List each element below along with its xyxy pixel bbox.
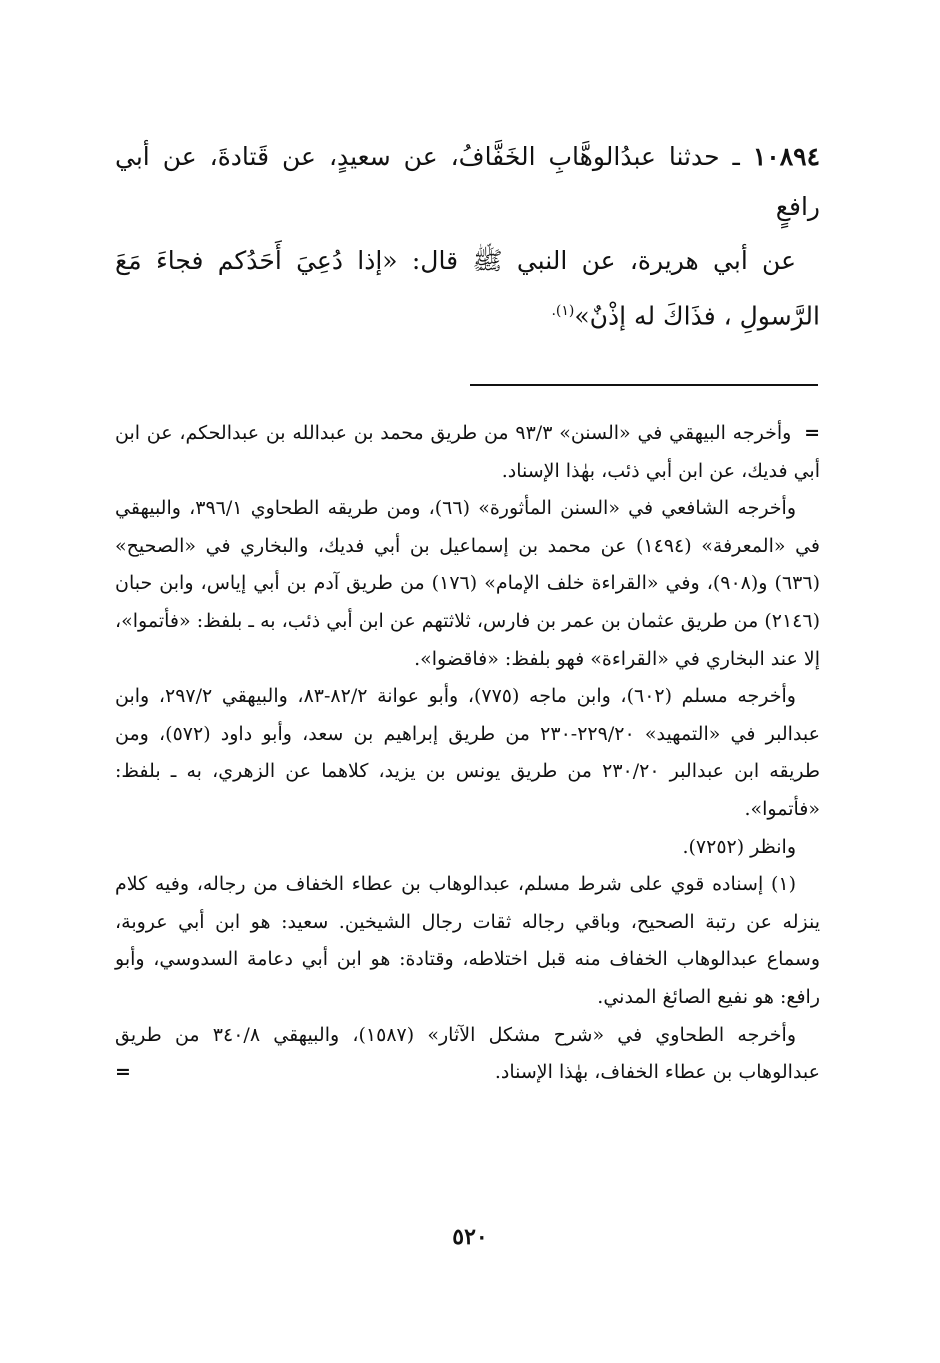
footnote-paragraph-3: وأخرجه مسلم (٦٠٢)، وابن ماجه (٧٧٥)، وأبو عوانة ٨٢/٢-٨٣، والبيهقي ٢٩٧/٢، وابن عبدالبر في «التمهيد» ٢٢٩/٢٠-٢٣٠ من طريق إبراهيم بن سعد، وأبو داود (٥٧٢)، ومن طريقه ابن عبدالبر ٢٣٠/٢٠ من طريق يونس بن يزيد، كلاهما عن الزهري، به ـ بلفظ: «فأتموا».: [115, 685, 821, 820]
footnote-paragraph-5: (١) إسناده قوي على شرط مسلم، عبدالوهاب بن عطاء الخفاف من رجاله، وفيه كلام ينزله عن رتبة الصحيح، وباقي رجاله ثقات رجال الشيخين. سعيد: هو ابن أبي عروبة، وسماع عبدالوهاب الخفاف منه قبل اختلاطه، وقتادة: هو ابن أبي دعامة السدوسي، وأبو رافع: هو نفيع الصائغ المدني.: [115, 873, 820, 1008]
footnote-paragraph-2: وأخرجه الشافعي في «السنن المأثورة» (٦٦)، ومن طريقه الطحاوي ٣٩٦/١، والبيهقي في «المعرفة» (١٤٩٤) عن محمد بن إسماعيل بن أبي فديك، والبخاري في «الصحيح» (٦٣٦) و(٩٠٨)، وفي «القراءة خلف الإمام» (١٧٦) من طريق آدم بن أبي إياس، وابن حبان (٢١٤٦) من طريق عثمان بن عمر بن فارس، ثلاثتهم عن ابن أبي ذئب، به ـ بلفظ: «فأتموا»، إلا عند البخاري في «القراءة» فهو بلفظ: «فاقضوا».: [115, 497, 821, 670]
footnote-text-6: وأخرجه الطحاوي في «شرح مشكل الآثار» (١٥٨٧)، والبيهقي ٣٤٠/٨ من طريق عبدالوهاب بن عطاء الخفاف، بهٰذا الإسناد.: [115, 1023, 820, 1084]
end-continuation-mark: =: [115, 1061, 131, 1084]
footnote-paragraph-4: وانظر (٧٢٥٢).: [682, 835, 796, 858]
footnote-text-1: وأخرجه البيهقي في «السنن» ٩٣/٣ من طريق محمد بن عبدالله بن عبدالحكم، عن ابن أبي فديك، عن ابن أبي ذئب، بهٰذا الإسناد.: [115, 422, 820, 482]
hadith-matn: [115, 236, 820, 341]
footnote-ref: (١).: [551, 303, 575, 319]
hadith-number: ١٠٨٩٤: [752, 142, 820, 171]
footnote-separator: [470, 384, 818, 386]
footnotes: [115, 415, 820, 1092]
hadith-text: [115, 132, 820, 341]
continuation-mark: =: [804, 422, 821, 444]
footnote-paragraph-6: [115, 1017, 820, 1092]
hadith-matn-text: عن أبي هريرة، عن النبي ﷺ قال: «إذا دُعِيَ أَحَدُكم فجاءَ مَعَ الرَّسولِ ، فذَاكَ له إذْنٌ»: [115, 246, 820, 331]
hadith-chain: [115, 132, 820, 232]
hadith-chain-text: ـ حدثنا عبدُالوهَّابِ الخَفَّافُ، عن سعيدٍ، عن قَتادةَ، عن أبي رافعٍ: [115, 142, 820, 221]
footnote-paragraph-1: [115, 415, 820, 490]
page-number: ٥٢٠: [452, 1224, 488, 1250]
